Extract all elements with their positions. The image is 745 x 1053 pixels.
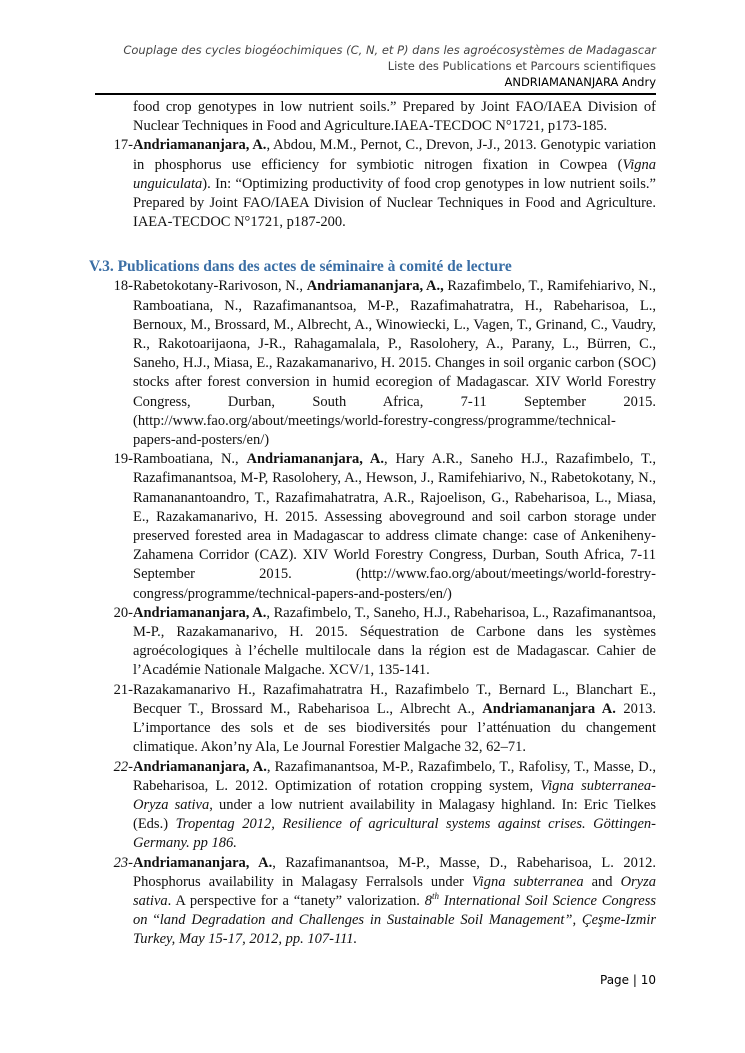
- running-header: [123, 42, 656, 90]
- page-number: Page | 10: [600, 973, 656, 987]
- author-highlight: Andriamananjara, A.: [133, 758, 267, 775]
- entry-text: Andriamananjara, A., Razafimanantsoa, M-P., Masse, D., Rabeharisoa, L. 2012. Phosphorus availability in Malagasy Ferralsols under Vigna subterranea and Oryza sativa. A perspective for a “tanety” valorization. 8th International Soil Science Congress on “land Degradation and Challenges in Sustainable Soil Management”, Çeşme-Izmir Turkey, May 15-17, 2012, pp. 107-111.: [133, 854, 657, 948]
- entry-text: Andriamananjara, A., Razafimanantsoa, M-P., Razafimbelo, T., Rafolisy, T., Masse, D., Rabeharisoa, L. 2012. Optimization of rotation cropping system, Vigna subterranea-Oryza sativa, under a low nutrient availability in Malagasy highland. In: Eric Tielkes (Eds.) Tropentag 2012, Resilience of agricultural systems against crises. Göttingen-Germany. pp 186.: [133, 758, 656, 852]
- header-section-title: Liste des Publications et Parcours scientifiques: [387, 59, 656, 73]
- entry-number: 23-: [113, 854, 133, 871]
- author-highlight: Andriamananjara A.: [482, 700, 616, 717]
- entry-text: Andriamananjara, A., Razafimbelo, T., Saneho, H.J., Rabeharisoa, L., Razafimanantsoa, M-P., Razakamanarivo, H. 2015. Séquestration de Carbone dans les systèmes agroécologiques à l’échelle multilocale dans la région est de Madagascar. Cahier de l’Académie Nationale Malgache. XCV/1, 135-141.: [133, 604, 656, 679]
- entry-number: 21-: [113, 681, 133, 698]
- entry-number: 19-: [113, 451, 133, 468]
- header-author: ANDRIAMANANJARA Andry: [504, 75, 656, 89]
- entry-number: 22-: [113, 758, 133, 775]
- publication-entry-22: [89, 758, 656, 854]
- header-thesis-title: Couplage des cycles biogéochimiques (C, N, et P) dans les agroécosystèmes de Madagascar: [123, 43, 656, 57]
- entry-text: Razakamanarivo H., Razafimahatratra H., Razafimbelo T., Bernard L., Blanchart E., Becquer T., Brossard M., Rabeharisoa L., Albrecht A., Andriamananjara A. 2013. L’importance des sols et de ses biodiversités pour l’atténuation du changement climatique. Akon’ny Ala, Le Journal Forestier Malgache 32, 62–71.: [133, 681, 656, 756]
- header-rule: [95, 93, 656, 95]
- entry-number: 20-: [113, 604, 133, 621]
- publication-entry-17: [89, 136, 656, 232]
- author-highlight: Andriamananjara, A.: [133, 604, 267, 621]
- publication-entry-20: [89, 604, 656, 681]
- publication-entry-19: [89, 450, 656, 604]
- author-highlight: Andriamananjara, A.,: [306, 278, 444, 295]
- entry-text: Rabetokotany-Rarivoson, N., Andriamananjara, A., Razafimbelo, T., Ramifehiarivo, N., Ramboatiana, N., Razafimanantsoa, M-P., Razafimahatratra, H., Rabeharisoa, L., Bernoux, M., Brossard, M., Albrecht, A., Winowiecki, L., Vagen, T., Grinand, C., Vaudry, R., Rakotoarijaona, J-R., Rahagamalala, P., Rasolohery, A., Parany, L., Bürren, C., Saneho, H.J., Miasa, E., Razakamanarivo, H. 2015. Changes in soil organic carbon (SOC) stocks after forest conversion in humid ecoregion of Madagascar. XIV World Forestry Congress, Durban, South Africa, 7-11 September 2015.(http://www.fao.org/about/meetings/world-forestry-congress/programme/technical-papers-and-posters/en/): [133, 278, 656, 449]
- entry-number: 18-: [113, 278, 133, 295]
- publication-entry-21: [89, 681, 656, 758]
- entry-text: Andriamananjara, A., Abdou, M.M., Pernot, C., Drevon, J-J., 2013. Genotypic variation in phosphorus use efficiency for symbiotic nitrogen fixation in Cowpea (Vigna unguiculata). In: “Optimizing productivity of food crop genotypes in low nutrient soils.” Prepared by Joint FAO/IAEA Division of Nuclear Techniques in Food and Agriculture. IAEA-TECDOC N°1721, p187-200.: [133, 137, 656, 231]
- publication-entry-18: [89, 277, 656, 450]
- publication-entry-23: [89, 854, 656, 950]
- author-highlight: Andriamananjara, A.: [246, 451, 385, 468]
- entry-number: 17-: [113, 137, 133, 154]
- author-highlight: Andriamananjara, A.: [133, 137, 267, 154]
- publication-list: [89, 98, 656, 950]
- section-heading: V.3. Publications dans des actes de séminaire à comité de lecture: [89, 258, 512, 276]
- entry-16-continuation: food crop genotypes in low nutrient soils.” Prepared by Joint FAO/IAEA Division of Nuclear Techniques in Food and Agriculture.IAEA-TECDOC N°1721, p173-185.: [133, 99, 656, 135]
- entry-text: Ramboatiana, N., Andriamananjara, A., Hary A.R., Saneho H.J., Razafimbelo, T., Razafimanantsoa, M-P, Rasolohery, A., Hewson, J., Ramifehiarivo, N., Rabetokotany, N., Ramananantoandro, T., Razafimahatratra, A.R., Rajoelison, G., Rabeharisoa, L., Miasa, E., Razakamanarivo, H. 2015. Assessing aboveground and soil carbon storage under preserved forested area in Madagascar to address climate change: case of Ankeniheny-Zahamena Corridor (CAZ). XIV World Forestry Congress, Durban, South Africa, 7-11 September 2015. (http://www.fao.org/about/meetings/world-forestry-congress/programme/technical-papers-and-posters/en/): [133, 451, 656, 602]
- author-highlight: Andriamananjara, A.: [133, 854, 273, 871]
